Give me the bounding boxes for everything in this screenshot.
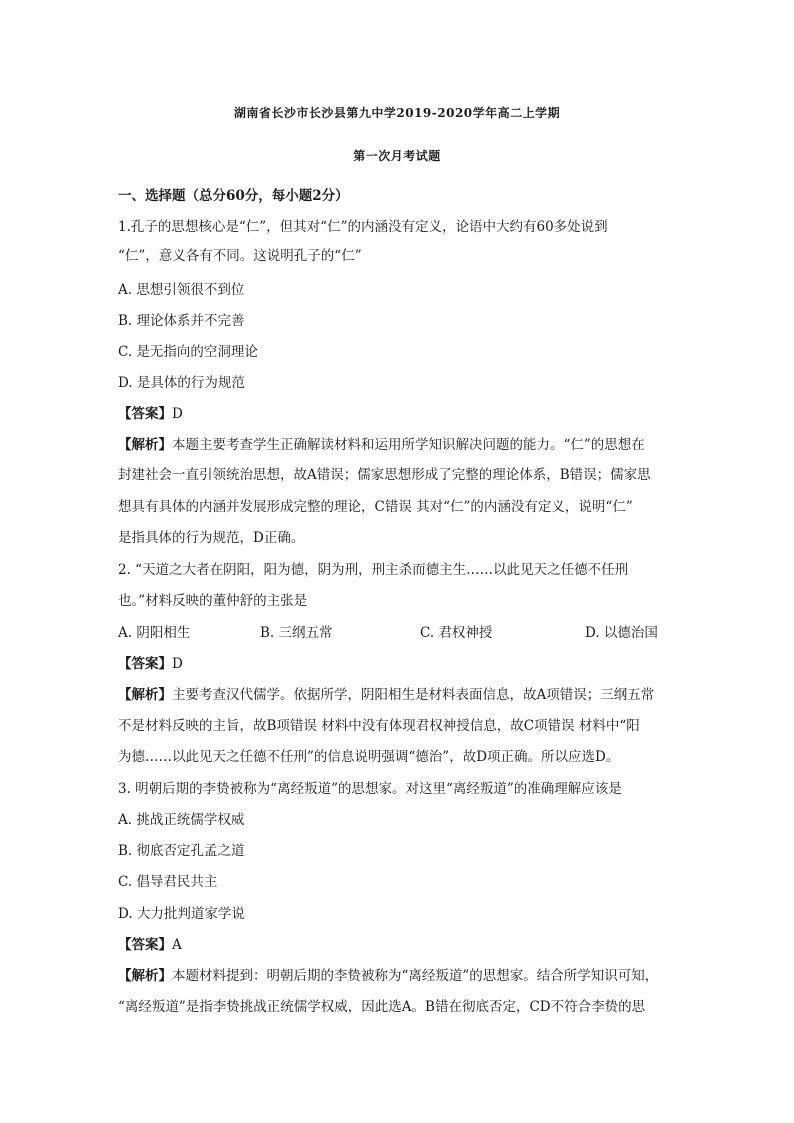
q2-answer	[118, 654, 686, 674]
q2-stem-line2: 也。”材料反映的董仲舒的主张是	[118, 593, 308, 609]
section-heading: 一、选择题（总分60分，每小题2分）	[118, 188, 349, 204]
analysis-label: 【解析】	[118, 968, 172, 984]
q2-option-a: A. 阴阳相生	[118, 625, 191, 641]
q1-option-b: B. 理论体系并不完善	[118, 313, 245, 329]
q1-analysis-line1	[118, 435, 686, 455]
answer-value: A	[172, 937, 182, 953]
analysis-label: 【解析】	[118, 437, 172, 453]
q3-option-b: B. 彻底否定孔孟之道	[118, 843, 245, 859]
q1-analysis-line2: 封建社会一直引领统治思想，故A错误；儒家思想形成了完整的理论体系，B错误；儒家思	[118, 467, 651, 483]
q2-analysis-line1	[118, 685, 686, 705]
q3-option-d: D. 大力批判道家学说	[118, 906, 245, 922]
q2-option-b: B. 三纲五常	[260, 625, 333, 641]
q2-stem-line1: 2. “天道之大者在阴阳，阳为德，阴为刑，刑主杀而德主生……以此见天之任德不任刑	[118, 562, 629, 578]
document-title-line1: 湖南省长沙市长沙县第九中学2019-2020学年高二上学期	[233, 106, 561, 120]
analysis-label: 【解析】	[118, 687, 172, 703]
q2-option-d: D. 以德治国	[585, 625, 658, 641]
q3-option-c: C. 倡导君民共主	[118, 874, 218, 890]
q3-analysis-line2: “离经叛道”是指李贽挑战正统儒学权威，因此选A。B错在彻底否定，CD不符合李贽的思	[118, 999, 646, 1015]
analysis-text: 本题材料提到：明朝后期的李贽被称为“离经叛道”的思想家。结合所学知识可知，	[172, 968, 659, 984]
q2-option-c: C. 君权神授	[420, 625, 493, 641]
q3-analysis-line1	[118, 966, 686, 986]
q1-analysis-line3: 想具有具体的内涵并发展形成完整的理论，C错误 其对“仁”的内涵没有定义，说明“仁”	[118, 499, 633, 515]
q1-stem-line2: “仁”，意义各有不同。这说明孔子的“仁”	[118, 248, 362, 264]
answer-value: D	[172, 406, 183, 422]
q3-stem-line1: 3. 明朝后期的李贽被称为“离经叛道”的思想家。对这里“离经叛道”的准确理解应该是	[118, 781, 622, 797]
answer-label: 【答案】	[118, 937, 172, 953]
document-title-line2: 第一次月考试题	[353, 149, 441, 163]
analysis-text: 主要考查汉代儒学。依据所学，阴阳相生是材料表面信息，故A项错误；三纲五常	[172, 687, 655, 703]
q3-option-a: A. 挑战正统儒学权威	[118, 812, 245, 828]
q1-option-d: D. 是具体的行为规范	[118, 375, 245, 391]
q3-answer	[118, 935, 686, 955]
analysis-text: 本题主要考查学生正确解读材料和运用所学知识解决问题的能力。“仁”的思想在	[172, 437, 645, 453]
q1-option-c: C. 是无指向的空洞理论	[118, 344, 258, 360]
q1-stem-line1: 1.孔子的思想核心是“仁”，但其对“仁”的内涵没有定义，论语中大约有60多处说到	[118, 219, 608, 235]
q1-answer	[118, 404, 686, 424]
answer-label: 【答案】	[118, 406, 172, 422]
q2-analysis-line2: 不是材料反映的主旨，故B项错误 材料中没有体现君权神授信息，故C项错误 材料中“阳	[118, 718, 640, 734]
answer-label: 【答案】	[118, 656, 172, 672]
q1-analysis-line4: 是指具体的行为规范，D正确。	[118, 530, 305, 546]
q1-option-a: A. 思想引领很不到位	[118, 282, 245, 298]
answer-value: D	[172, 656, 183, 672]
q2-analysis-line3: 为德……以此见天之任德不任刑”的信息说明强调“德治”，故D项正确。所以应选D。	[118, 749, 620, 765]
